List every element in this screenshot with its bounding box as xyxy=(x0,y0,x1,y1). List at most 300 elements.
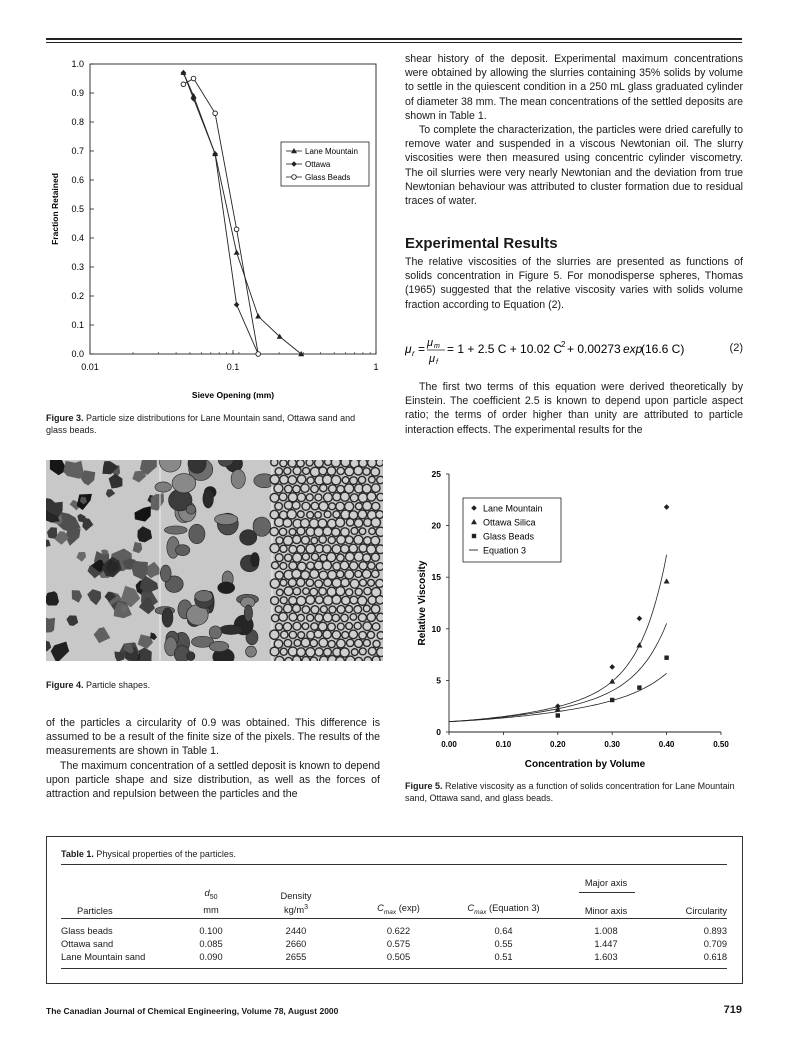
glass-bead xyxy=(331,475,340,484)
data-point xyxy=(664,504,670,510)
particles-header: Particles xyxy=(77,905,113,916)
glass-bead xyxy=(345,605,352,612)
glass-bead xyxy=(346,656,355,661)
glass-bead xyxy=(376,460,383,466)
ottawa-grain xyxy=(164,526,187,534)
glass-bead xyxy=(289,631,296,638)
glass-bead xyxy=(327,467,335,475)
glass-bead xyxy=(311,502,319,510)
glass-bead xyxy=(270,647,279,656)
glass-bead xyxy=(325,460,332,466)
glass-bead xyxy=(288,476,297,485)
cmax-subscript: max xyxy=(474,908,487,916)
glass-bead xyxy=(372,623,380,631)
glass-bead xyxy=(342,631,349,638)
glass-bead xyxy=(372,656,380,661)
legend-label: Glass Beads xyxy=(483,531,535,542)
circularity-label: Circularity xyxy=(685,905,727,916)
table-cell: 2655 xyxy=(285,952,307,963)
svg-text:+ 0.00273: + 0.00273 xyxy=(567,342,621,356)
glass-bead xyxy=(280,460,287,467)
svg-text:f: f xyxy=(436,359,438,366)
data-point xyxy=(213,111,218,116)
ottawa-grain xyxy=(251,553,260,567)
glass-bead xyxy=(376,563,383,571)
table-cell: 1.008 xyxy=(594,926,618,937)
cmax-symbol: C xyxy=(377,903,384,913)
svg-text:m: m xyxy=(434,343,440,350)
glass-bead xyxy=(270,475,279,484)
table-top-rule xyxy=(61,864,727,865)
glass-bead xyxy=(319,467,327,475)
paragraph: of the particles a circularity of 0.9 was obtained. This difference is assumed to be a result of the finite size of the pixels. The results of the measurements are shown in Table 1. xyxy=(46,717,380,758)
x-tick-label: 0.01 xyxy=(81,362,99,372)
glass-bead xyxy=(323,475,332,484)
glass-bead xyxy=(377,613,383,621)
table-cell: 0.51 xyxy=(494,952,513,963)
glass-bead xyxy=(297,475,306,484)
glass-bead xyxy=(340,648,349,657)
ottawa-grain xyxy=(253,517,271,536)
glass-bead xyxy=(350,579,359,588)
glass-bead xyxy=(303,588,310,595)
table-cell: 0.085 xyxy=(199,939,223,950)
glass-bead xyxy=(298,632,305,639)
glass-bead xyxy=(283,519,292,528)
glass-bead xyxy=(336,502,345,511)
glass-bead xyxy=(275,623,282,630)
glass-bead xyxy=(377,632,383,639)
glass-bead xyxy=(329,606,336,613)
table-cell: Ottawa sand xyxy=(61,939,114,950)
glass-bead xyxy=(310,588,318,596)
y-tick-label: 0.4 xyxy=(71,233,84,243)
glass-bead xyxy=(284,501,292,509)
section-heading: Experimental Results xyxy=(405,235,558,252)
glass-bead xyxy=(279,493,287,501)
paragraph: The relative viscosities of the slurries are presented as functions of solids concentration in Figure 5. For monodisperse spheres, Thomas (1965) suggested that the relative viscosity varies with solids volume fraction according to Equation (2). xyxy=(405,256,743,311)
glass-bead xyxy=(349,544,358,553)
glass-bead xyxy=(288,647,297,656)
series-line xyxy=(183,73,258,354)
svg-text:=: = xyxy=(418,342,426,356)
glass-bead xyxy=(320,656,329,661)
cmax-exp-label: (exp) xyxy=(398,903,420,913)
right-column-lower xyxy=(405,380,743,437)
figure-4-caption xyxy=(46,679,150,691)
data-point xyxy=(234,302,240,308)
glass-bead xyxy=(280,648,287,655)
glass-bead xyxy=(311,553,318,560)
glass-bead xyxy=(359,579,366,586)
table-header-row xyxy=(61,887,727,918)
data-point xyxy=(636,642,642,647)
table-cell: 0.622 xyxy=(386,926,411,937)
glass-bead xyxy=(275,571,283,579)
ottawa-grain xyxy=(209,626,221,639)
glass-bead xyxy=(307,614,314,621)
glass-bead xyxy=(302,502,310,510)
glass-bead xyxy=(347,639,354,646)
right-column-top xyxy=(405,52,743,208)
glass-bead xyxy=(289,596,297,604)
glass-bead xyxy=(318,519,327,528)
glass-bead xyxy=(289,613,297,621)
glass-bead xyxy=(311,537,318,544)
density-label: Density xyxy=(280,890,312,901)
top-rule xyxy=(46,38,742,40)
glass-bead xyxy=(311,485,319,493)
ottawa-grain xyxy=(203,489,214,508)
glass-bead xyxy=(368,562,375,569)
ottawa-grain xyxy=(155,482,171,492)
glass-bead xyxy=(306,579,313,586)
glass-bead xyxy=(270,579,279,588)
table-1-caption xyxy=(61,849,236,859)
ottawa-grain xyxy=(219,625,242,634)
glass-bead xyxy=(332,528,340,536)
glass-bead xyxy=(355,570,362,577)
glass-bead xyxy=(292,501,300,509)
glass-bead xyxy=(271,460,278,466)
glass-bead xyxy=(350,614,357,621)
y-tick-label: 0.5 xyxy=(71,204,84,214)
table-cell: 0.090 xyxy=(199,952,223,963)
density-superscript: 3 xyxy=(304,903,309,911)
table-cell: 0.64 xyxy=(494,926,513,937)
data-point xyxy=(256,352,261,357)
d50-subscript: 50 xyxy=(209,893,218,901)
glass-bead xyxy=(302,623,309,630)
glass-bead xyxy=(328,623,336,631)
ottawa-grain xyxy=(160,565,171,582)
ottawa-grain xyxy=(162,608,173,627)
glass-bead xyxy=(332,545,341,554)
data-point xyxy=(637,616,643,622)
glass-bead xyxy=(371,484,380,493)
ottawa-grain xyxy=(209,641,228,651)
glass-bead xyxy=(293,553,302,562)
page-number: 719 xyxy=(723,1004,742,1016)
glass-bead xyxy=(284,587,293,596)
y-tick-label: 20 xyxy=(431,520,441,531)
glass-bead xyxy=(302,553,309,560)
glass-bead xyxy=(323,613,332,622)
glass-bead xyxy=(288,579,296,587)
table-cell: 2440 xyxy=(285,926,307,937)
glass-bead xyxy=(371,536,380,545)
y-tick-label: 0.2 xyxy=(71,291,84,301)
glass-bead xyxy=(306,460,313,466)
density-unit: kg/m xyxy=(283,904,305,915)
ottawa-grain xyxy=(189,524,205,543)
glass-bead xyxy=(309,519,318,528)
glass-bead xyxy=(297,460,304,467)
ottawa-grain xyxy=(215,514,238,525)
glass-bead xyxy=(307,511,314,518)
glass-bead xyxy=(354,622,361,629)
x-axis-title: Sieve Opening (mm) xyxy=(191,390,275,400)
data-point xyxy=(664,655,668,659)
glass-bead xyxy=(289,562,297,570)
figure-5-label: Figure 5. xyxy=(405,781,443,791)
glass-bead xyxy=(341,545,349,553)
figure-3-caption xyxy=(46,412,376,436)
glass-bead xyxy=(363,639,370,646)
glass-bead xyxy=(287,510,296,519)
col-header-circularity xyxy=(651,887,727,918)
table-cell: 0.100 xyxy=(199,926,223,937)
glass-bead xyxy=(355,588,362,595)
x-tick-label: 0.50 xyxy=(713,740,729,749)
y-tick-label: 10 xyxy=(431,623,441,634)
ottawa-grain xyxy=(195,590,213,602)
ottawa-grain xyxy=(172,474,196,493)
glass-bead xyxy=(315,580,323,588)
glass-bead xyxy=(350,596,358,604)
legend-label: Lane Mountain xyxy=(483,503,543,514)
glass-bead xyxy=(306,494,313,501)
y-tick-label: 0.0 xyxy=(71,349,84,359)
glass-bead xyxy=(354,552,363,561)
legend-label: Ottawa Silica xyxy=(483,517,536,528)
data-point xyxy=(556,713,560,717)
glass-bead xyxy=(328,640,335,647)
glass-bead xyxy=(363,501,372,510)
col-header-cmax-eq xyxy=(446,887,561,918)
data-point xyxy=(609,664,615,670)
glass-bead xyxy=(373,640,380,647)
table-1-title: Physical properties of the particles. xyxy=(96,849,236,859)
glass-bead xyxy=(337,554,344,561)
glass-bead xyxy=(345,467,354,476)
glass-bead xyxy=(358,596,367,605)
x-tick-label: 0.1 xyxy=(226,362,240,372)
glass-bead xyxy=(332,614,339,621)
ottawa-grain xyxy=(246,646,257,657)
y-tick-label: 0.3 xyxy=(71,262,84,272)
glass-bead xyxy=(355,503,362,510)
glass-bead xyxy=(307,477,314,484)
glass-bead xyxy=(368,579,375,586)
glass-bead xyxy=(297,527,305,535)
table-cell: Glass beads xyxy=(61,926,113,937)
glass-bead xyxy=(319,588,327,596)
svg-text:r: r xyxy=(412,349,415,358)
glass-bead xyxy=(337,605,345,613)
glass-bead xyxy=(323,596,332,605)
y-tick-label: 0.6 xyxy=(71,175,84,185)
ottawa-grain xyxy=(187,652,195,661)
glass-bead xyxy=(354,519,362,527)
glass-bead xyxy=(293,656,301,661)
x-tick-label: 0.40 xyxy=(658,740,675,749)
glass-bead xyxy=(270,493,279,502)
svg-text:μ: μ xyxy=(427,337,434,349)
glass-bead xyxy=(319,536,326,543)
col-header-density xyxy=(241,887,351,918)
data-point xyxy=(181,82,186,87)
col-header-cmax-exp xyxy=(351,887,446,918)
table-1-grid xyxy=(61,887,727,969)
glass-bead xyxy=(376,545,383,554)
x-tick-label: 1 xyxy=(373,362,379,372)
cmax-eq-label: (Equation 3) xyxy=(488,903,540,913)
glass-bead xyxy=(350,477,358,485)
glass-bead xyxy=(279,613,288,622)
table-cell: Lane Mountain sand xyxy=(61,952,146,963)
glass-bead xyxy=(369,528,376,535)
glass-bead xyxy=(359,631,367,639)
table-cell: 0.575 xyxy=(386,939,411,950)
glass-bead xyxy=(301,638,310,647)
glass-bead xyxy=(302,657,310,661)
glass-bead xyxy=(371,553,379,561)
paragraph: To complete the characterization, the particles were dried carefully to remove water and suspended in a viscous Newtonian oil. The slurry viscosities were then measured using concentric cylinder viscometry. The oil slurries were very nearly Newtonian and the deviation from true Newtonian behaviour was attributed to cluster formation due to residual traces of water. xyxy=(405,124,743,208)
minor-axis-label: Minor axis xyxy=(584,905,628,916)
glass-bead xyxy=(293,535,301,543)
glass-bead xyxy=(285,554,292,561)
x-tick-label: 0.10 xyxy=(495,740,512,749)
glass-bead xyxy=(315,596,323,604)
glass-bead xyxy=(345,536,353,544)
glass-bead xyxy=(358,614,366,622)
glass-bead xyxy=(371,570,379,578)
glass-bead xyxy=(371,605,380,614)
glass-bead xyxy=(332,631,340,639)
y-tick-label: 5 xyxy=(436,675,441,686)
glass-bead xyxy=(354,466,363,475)
top-rule-thin xyxy=(46,42,742,43)
glass-bead xyxy=(302,606,310,614)
d50-unit: mm xyxy=(203,904,219,915)
glass-bead xyxy=(320,606,327,613)
glass-bead xyxy=(306,544,315,553)
glass-bead xyxy=(292,569,301,578)
glass-bead xyxy=(376,527,383,536)
glass-bead xyxy=(310,639,317,646)
table-1 xyxy=(46,836,743,984)
svg-text:2: 2 xyxy=(561,340,566,349)
glass-bead xyxy=(354,606,362,614)
x-tick-label: 0.20 xyxy=(550,740,566,749)
y-tick-label: 1.0 xyxy=(71,59,84,69)
glass-bead xyxy=(303,467,310,474)
glass-bead xyxy=(376,579,383,587)
glass-bead xyxy=(297,493,305,501)
glass-bead xyxy=(275,554,283,562)
glass-bead xyxy=(280,597,287,604)
table-row xyxy=(61,951,727,964)
glass-bead xyxy=(364,587,372,595)
glass-bead xyxy=(332,595,341,604)
equation-curve xyxy=(449,555,667,722)
particle-shapes-image xyxy=(46,460,383,661)
glass-bead xyxy=(368,647,376,655)
glass-bead xyxy=(289,545,297,553)
glass-bead xyxy=(275,656,284,661)
d50-symbol: d xyxy=(204,888,210,898)
glass-bead xyxy=(358,510,367,519)
glass-bead xyxy=(351,649,358,656)
glass-bead xyxy=(270,544,279,553)
y-axis-title: Fraction Retained xyxy=(50,173,60,245)
glass-bead xyxy=(318,622,327,631)
glass-bead xyxy=(284,639,292,647)
glass-bead xyxy=(354,535,363,544)
glass-bead xyxy=(341,578,349,586)
glass-bead xyxy=(324,648,332,656)
figure-3-label: Figure 3. xyxy=(46,413,84,423)
glass-bead xyxy=(346,623,353,630)
glass-bead xyxy=(279,528,287,536)
glass-bead xyxy=(328,536,335,543)
glass-bead xyxy=(293,485,301,493)
glass-bead xyxy=(367,631,374,638)
equation-body xyxy=(405,332,705,372)
glass-bead xyxy=(276,589,283,596)
table-1-label: Table 1. xyxy=(61,849,94,859)
cmax-subscript: max xyxy=(383,908,397,916)
glass-bead xyxy=(337,639,346,648)
glass-bead xyxy=(301,484,309,492)
glass-bead xyxy=(372,502,380,510)
glass-bead xyxy=(345,570,354,579)
glass-bead xyxy=(288,493,297,502)
glass-bead xyxy=(363,554,371,562)
glass-bead xyxy=(337,535,346,544)
glass-bead xyxy=(275,468,282,475)
svg-text:μ: μ xyxy=(405,342,412,356)
glass-bead xyxy=(281,631,288,638)
glass-bead xyxy=(283,623,291,631)
col-header-d50 xyxy=(181,887,241,918)
glass-bead xyxy=(358,476,365,483)
glass-bead xyxy=(280,545,287,552)
y-tick-label: 15 xyxy=(431,572,441,583)
data-point xyxy=(234,227,239,232)
glass-bead xyxy=(359,528,366,535)
glass-bead xyxy=(280,475,289,484)
legend-marker xyxy=(292,175,297,180)
glass-bead xyxy=(342,596,350,604)
glass-bead xyxy=(346,519,354,527)
svg-text:exp: exp xyxy=(623,342,643,356)
glass-bead xyxy=(359,562,367,570)
glass-bead xyxy=(284,467,291,474)
data-point xyxy=(664,578,670,583)
glass-bead xyxy=(270,630,279,639)
ottawa-grain xyxy=(176,545,190,556)
glass-bead xyxy=(306,596,315,605)
glass-bead xyxy=(323,493,332,502)
glass-bead xyxy=(276,537,283,544)
figure-3-caption-text: Particle size distributions for Lane Mountain sand, Ottawa sand and glass beads. xyxy=(46,413,356,435)
glass-bead xyxy=(285,657,292,661)
glass-bead xyxy=(307,631,315,639)
glass-bead xyxy=(336,657,345,661)
x-tick-label: 0.30 xyxy=(604,740,620,749)
data-point xyxy=(610,698,614,702)
glass-bead xyxy=(275,502,283,510)
ottawa-grain xyxy=(244,605,252,621)
glass-bead xyxy=(306,648,315,657)
glass-bead xyxy=(315,648,323,656)
glass-bead xyxy=(368,460,377,467)
glass-bead xyxy=(363,468,370,475)
equation-number: (2) xyxy=(729,342,743,354)
glass-bead xyxy=(297,545,305,553)
